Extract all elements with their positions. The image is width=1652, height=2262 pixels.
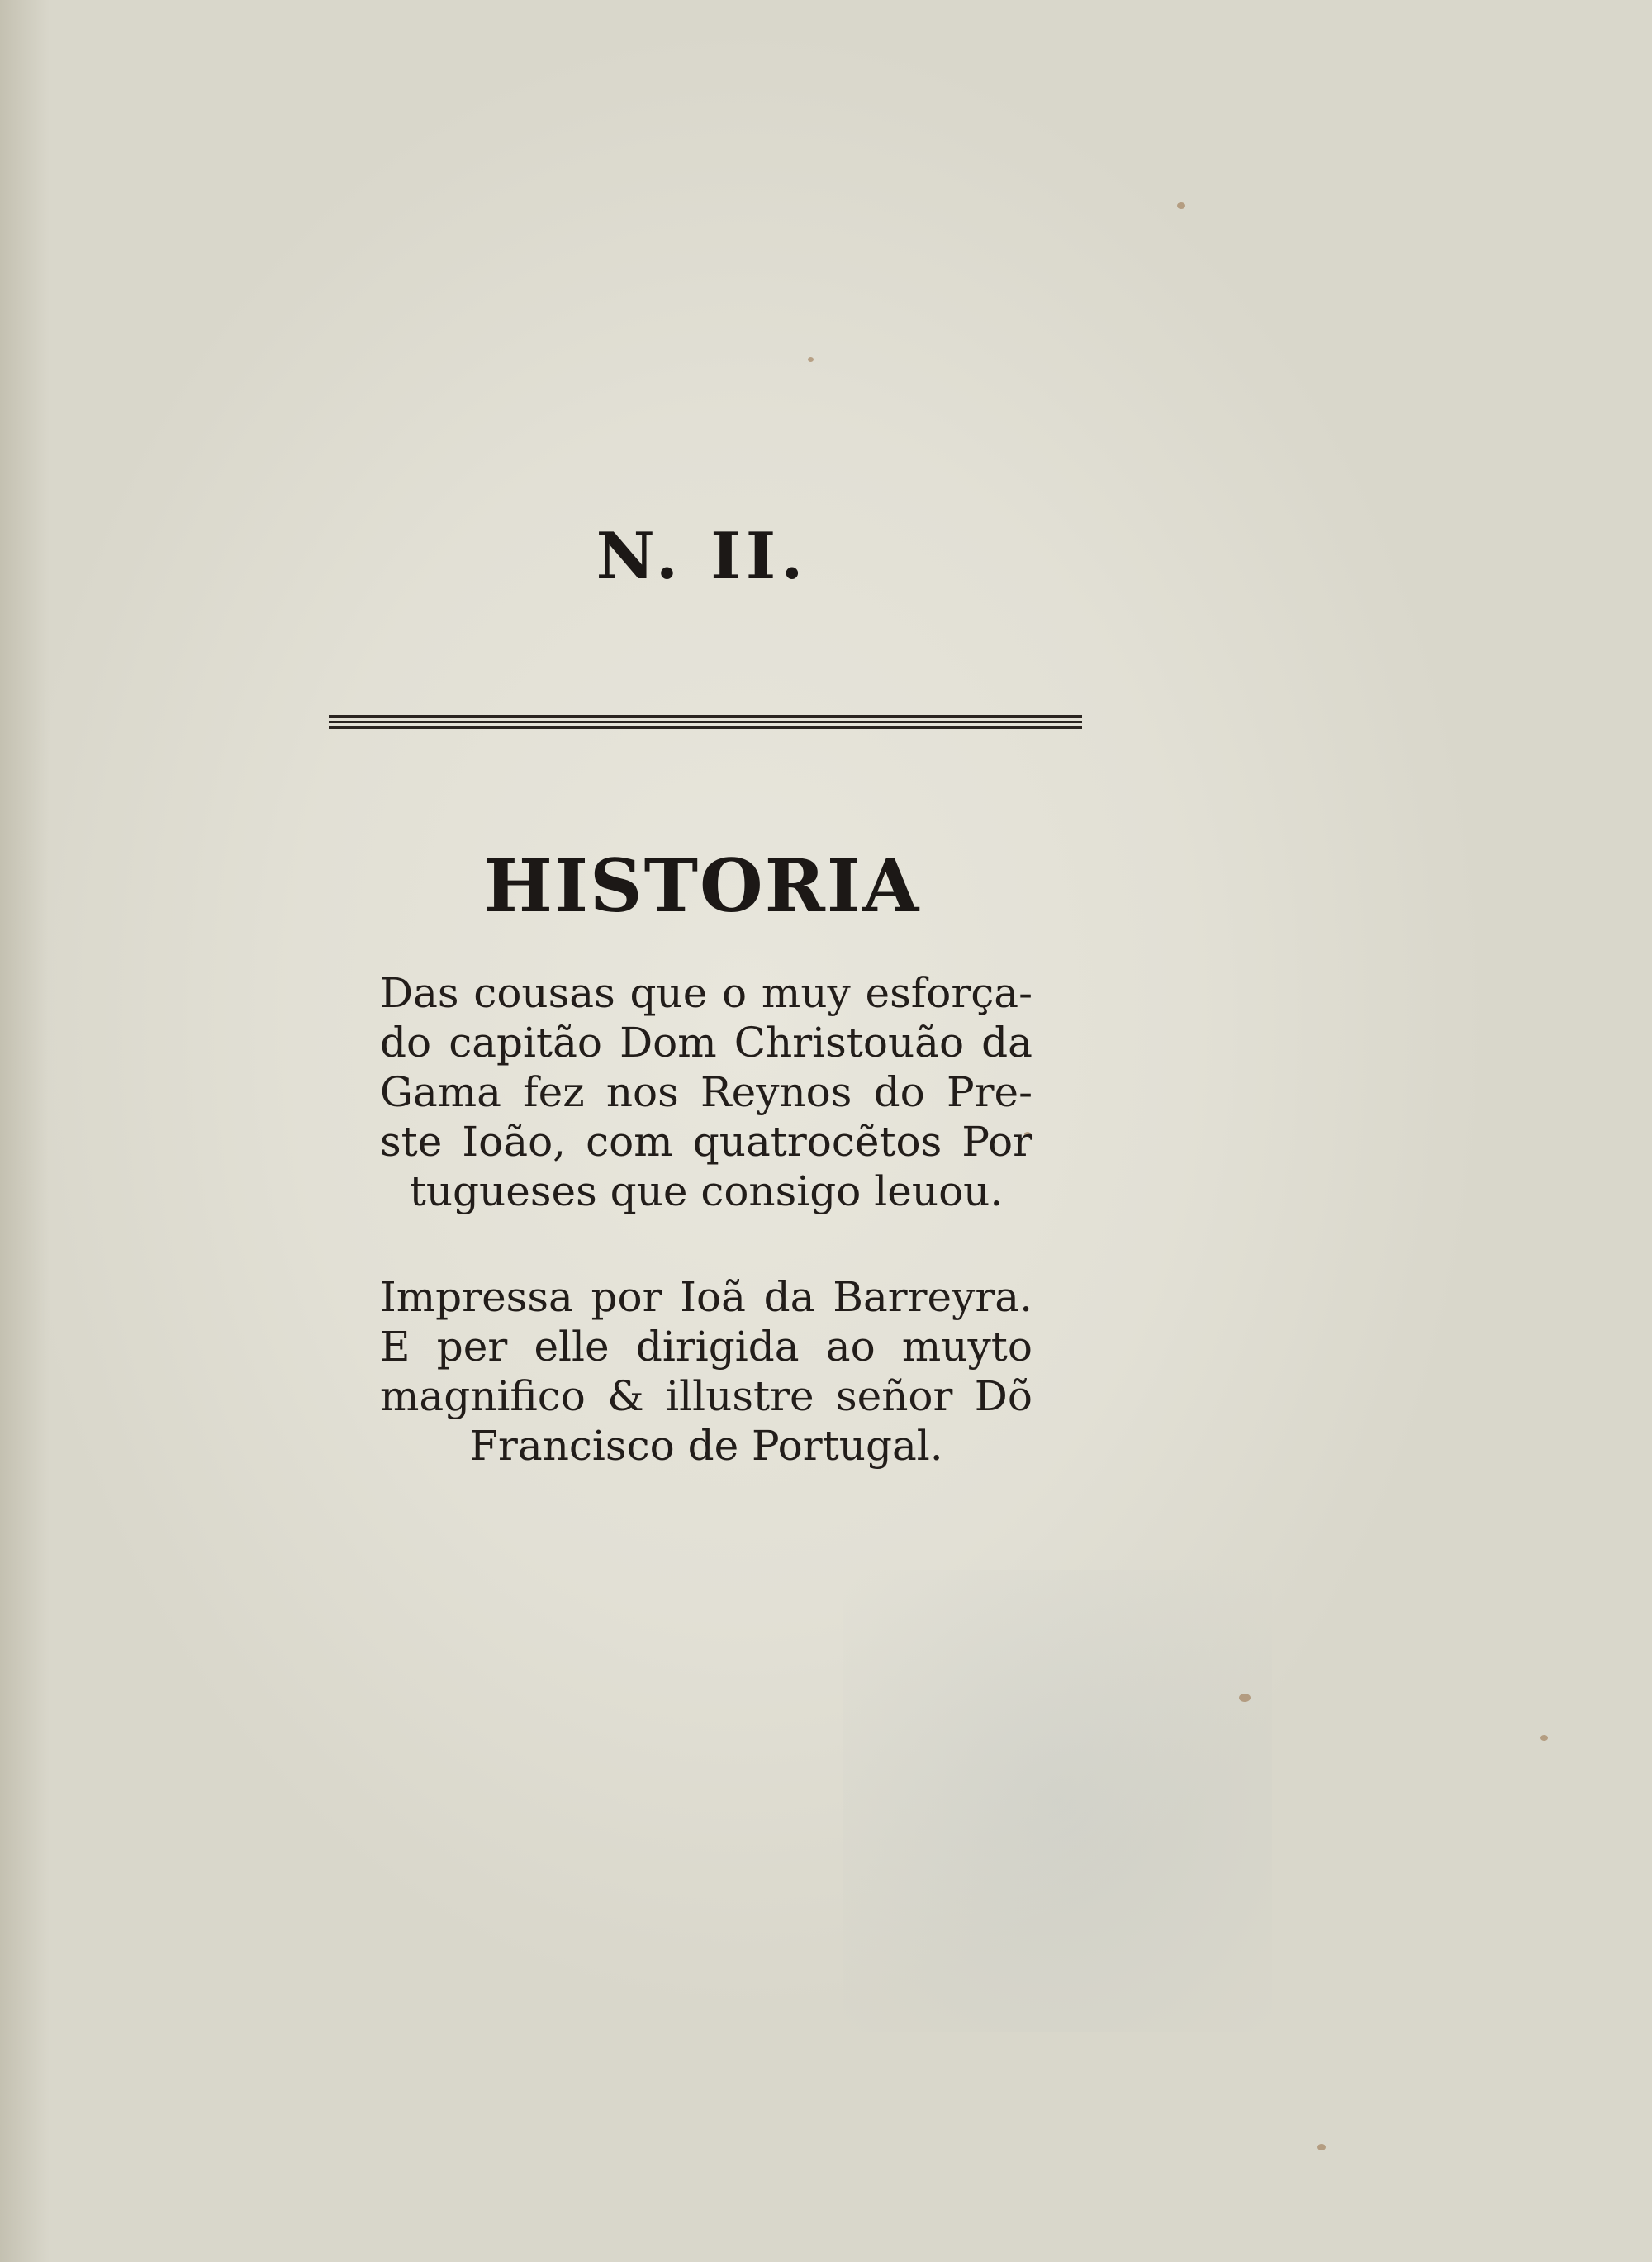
show-through-stain: [843, 1570, 1272, 2032]
foxing-spot: [1540, 1735, 1548, 1741]
imprint-line: Impressa por Ioã da Barreyra.: [380, 1273, 1032, 1321]
description-line: Gama fez nos Reynos do Pre-: [380, 1068, 1032, 1116]
imprint-line: Francisco de Portugal.: [469, 1422, 943, 1470]
description-line: tugueses que consigo leuou.: [409, 1167, 1004, 1215]
imprint-line: magnifico & illustre señor Dõ: [380, 1372, 1032, 1420]
imprint-statement: [380, 1272, 1032, 1471]
foxing-spot: [808, 357, 814, 362]
description-line: do capitão Dom Christouão da: [380, 1019, 1032, 1067]
description-line: ste Ioão, com quatrocẽtos Por: [380, 1118, 1032, 1166]
gutter-shadow: [0, 0, 50, 2262]
foxing-spot: [1177, 202, 1185, 209]
double-rule-divider: [329, 715, 1082, 730]
description-line: Das cousas que o muy esforça-: [380, 969, 1032, 1017]
page-number: N. II.: [596, 519, 809, 594]
foxing-spot: [1239, 1694, 1251, 1702]
title-description: [380, 968, 1032, 1216]
page-title: HISTORIA: [483, 843, 921, 929]
foxing-spot: [1317, 2144, 1326, 2150]
imprint-line: E per elle dirigida ao muyto: [380, 1323, 1032, 1371]
